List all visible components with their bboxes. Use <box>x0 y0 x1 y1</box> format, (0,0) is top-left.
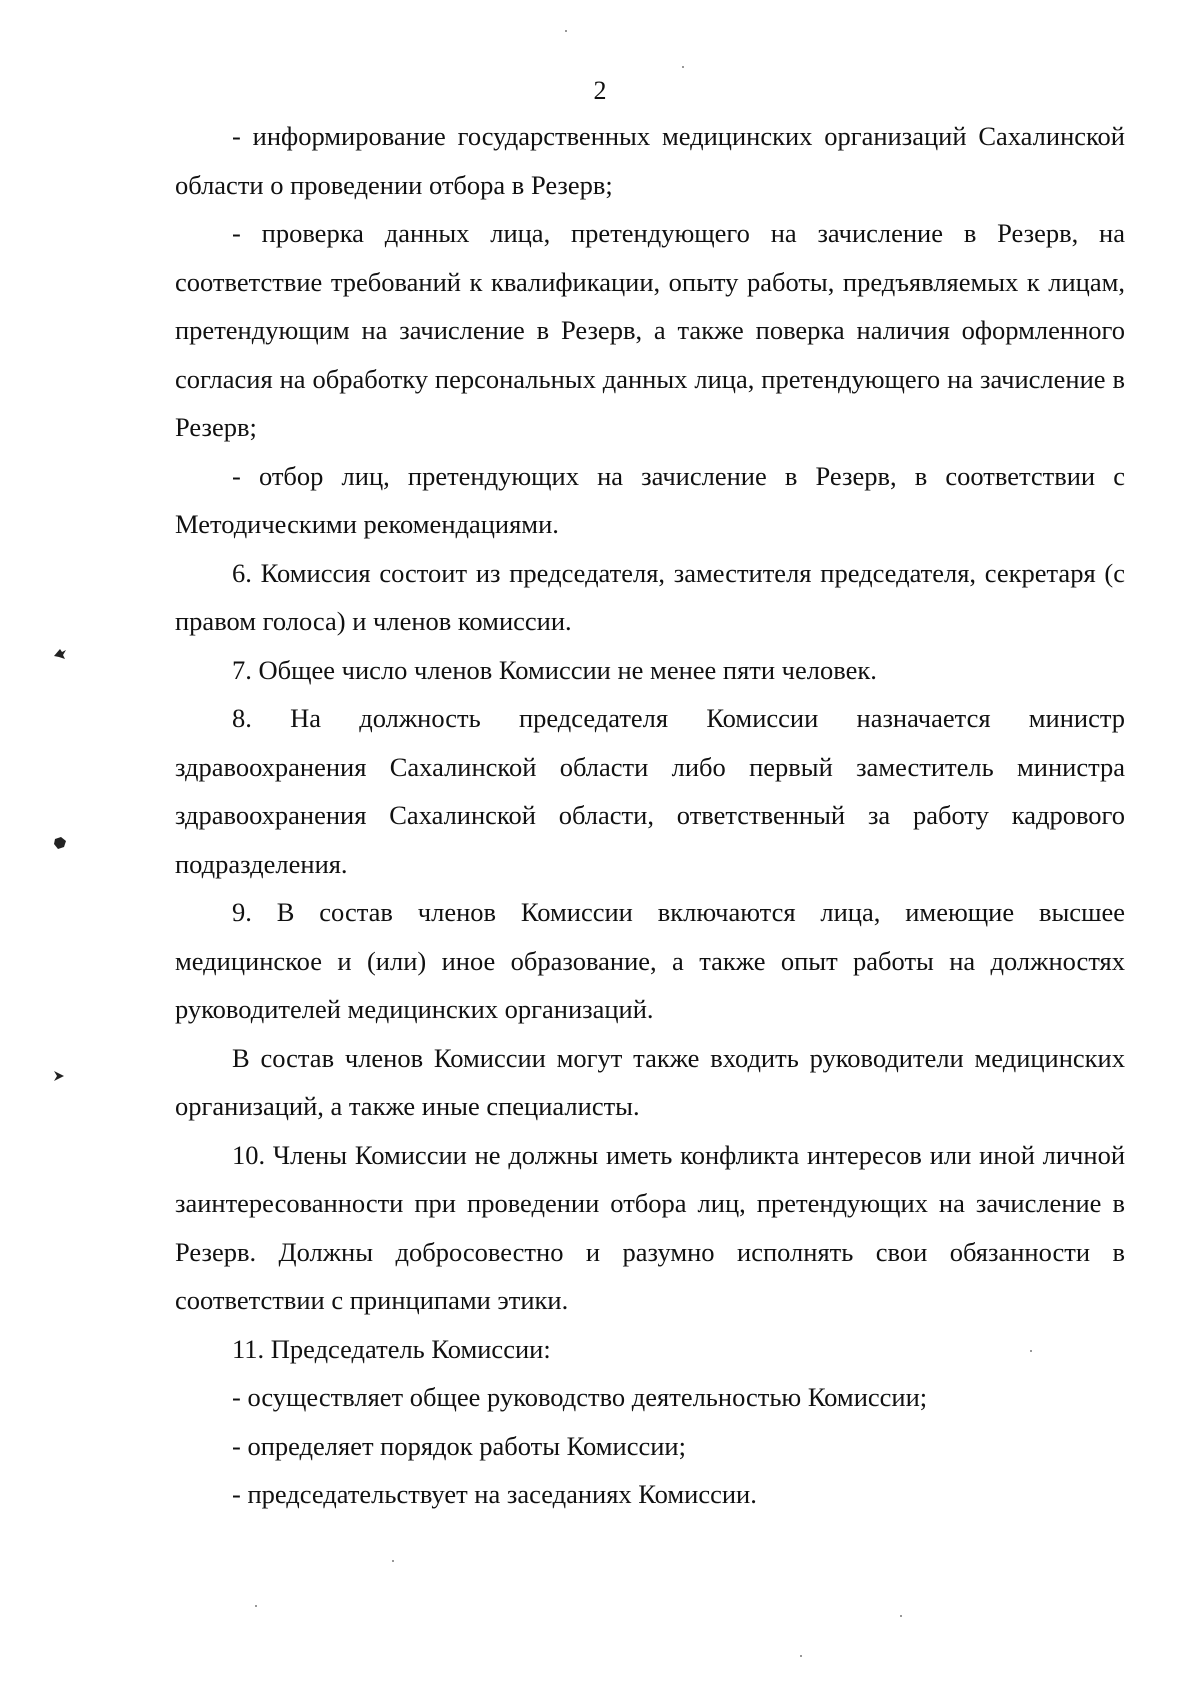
paragraph: 11. Председатель Комиссии: <box>232 1333 551 1364</box>
paragraph: 6. Комиссия состоит из председателя, заместителя председателя, секретаря (с правом голоса) и членов комиссии. <box>175 557 1125 636</box>
scan-speck <box>800 1655 802 1657</box>
paragraph: - проверка данных лица, претендующего на зачисление в Резерв, на соответствие требований к квалификации, опыту работы, предъявляемых к лицам, претендующим на зачисление в Резерв, а также поверка наличия оформленного согласия на обработку персональных данных лица, претендующего на зачисление в Резерв; <box>175 218 1125 442</box>
scan-speck <box>900 1615 902 1617</box>
scan-speck <box>565 30 567 32</box>
paragraph: 10. Члены Комиссии не должны иметь конфликта интересов или иной личной заинтересованности при проведении отбора лиц, претендующих на зачисление в Резерв. Должны добросовестно и разумно исполнять свои обязанности в соответствии с принципами этики. <box>175 1139 1125 1315</box>
scan-mark-icon <box>52 646 68 662</box>
paragraph: - председательствует на заседаниях Комиссии. <box>232 1479 757 1509</box>
scan-speck <box>392 1560 394 1562</box>
scan-speck <box>1030 1350 1032 1352</box>
document-body <box>175 112 1125 1519</box>
paragraph: - отбор лиц, претендующих на зачисление в Резерв, в соответствии с Методическими рекомендациями. <box>175 460 1125 539</box>
page-number: 2 <box>593 76 607 105</box>
paragraph: 7. Общее число членов Комиссии не менее пяти человек. <box>232 654 877 685</box>
paragraph: - осуществляет общее руководство деятельностью Комиссии; <box>232 1382 928 1412</box>
paragraph: - информирование государственных медицинских организаций Сахалинской области о проведении отбора в Резерв; <box>175 121 1125 200</box>
scan-speck <box>255 1605 257 1607</box>
scan-speck <box>682 66 684 68</box>
paragraph: - определяет порядок работы Комиссии; <box>232 1430 686 1461</box>
paragraph: 9. В состав членов Комиссии включаются лица, имеющие высшее медицинское и (или) иное образование, а также опыт работы на должностях руководителей медицинских организаций. <box>175 897 1125 1024</box>
scan-mark-icon <box>52 1068 68 1084</box>
paragraph: В состав членов Комиссии могут также входить руководители медицинских организаций, а также иные специалисты. <box>175 1042 1125 1121</box>
scan-mark-icon <box>52 835 68 851</box>
paragraph: 8. На должность председателя Комиссии назначается министр здравоохранения Сахалинской области либо первый заместитель министра здравоохранения Сахалинской области, ответственный за работу кадрового подразделения. <box>175 703 1125 879</box>
